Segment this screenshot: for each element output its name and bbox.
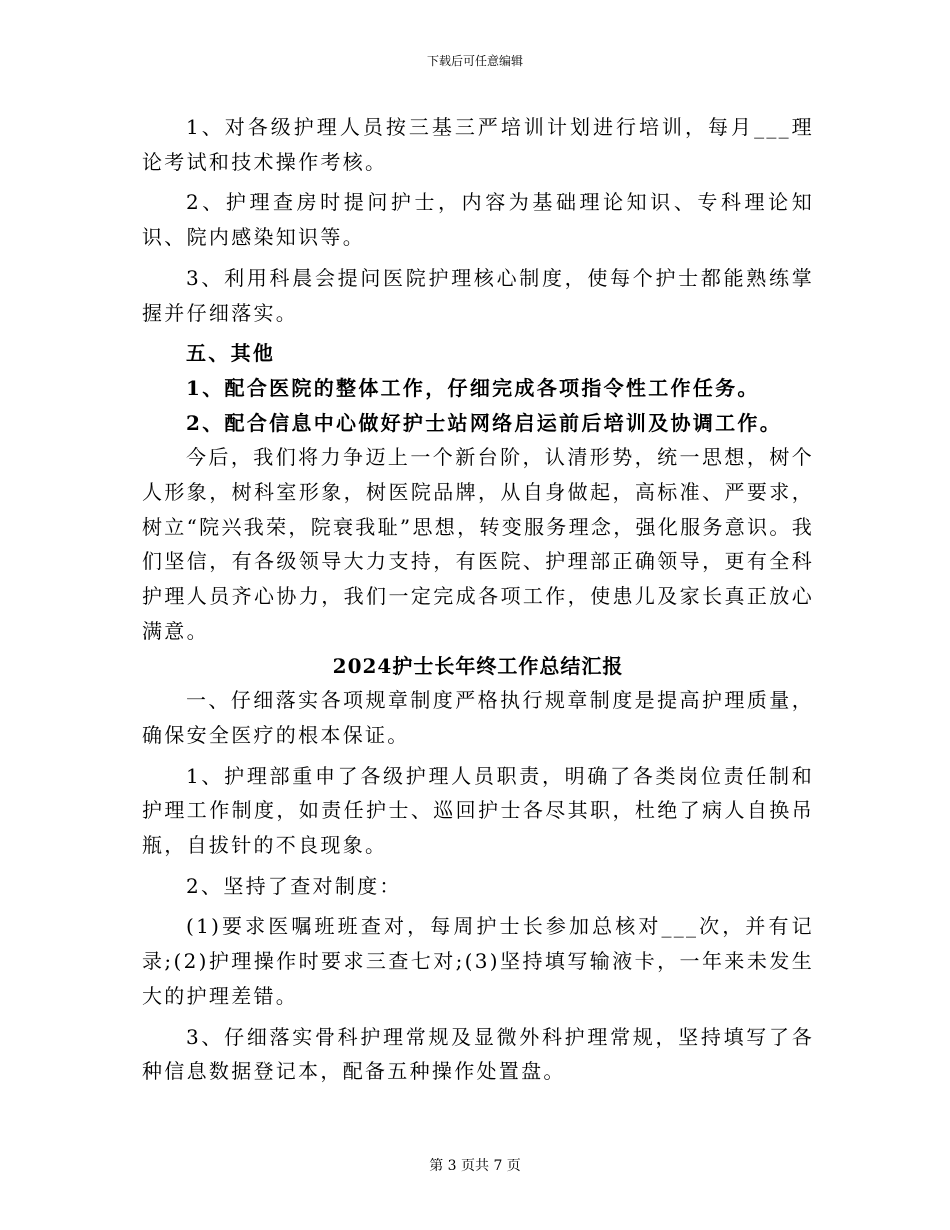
paragraph-cooperate-info-center: 2、配合信息中心做好护士站网络启运前后培训及协调工作。 <box>186 410 783 435</box>
paragraph-checking-details: (1)要求医嘱班班查对，每周护士长参加总核对___次，并有记录;(2)护理操作时要求三查七对;(3)坚持填写输液卡，一年来未发生大的护理差错。 <box>142 914 814 1008</box>
paragraph-regulations: 一、仔细落实各项规章制度严格执行规章制度是提高护理质量，确保安全医疗的根本保证。 <box>142 688 814 747</box>
paragraph-responsibilities: 1、护理部重申了各级护理人员职责，明确了各类岗位责任制和护理工作制度，如责任护士、巡回护士各尽其职，杜绝了病人自换吊瓶，自拔针的不良现象。 <box>142 763 814 858</box>
page-header: 下载后可任意编辑 <box>426 54 523 68</box>
section-heading-other: 五、其他 <box>186 341 276 366</box>
paragraph-ward-rounds: 2、护理查房时提问护士，内容为基础理论知识、专科理论知识、院内感染知识等。 <box>142 190 814 250</box>
document-body <box>142 110 814 1089</box>
paragraph-cooperate-hospital: 1、配合医院的整体工作，仔细完成各项指令性工作任务。 <box>186 375 760 400</box>
paragraph-training: 1、对各级护理人员按三基三严培训计划进行培训，每月___理论考试和技术操作考核。 <box>142 115 814 174</box>
page-footer: 第 3 页共 7 页 <box>429 1158 521 1174</box>
paragraph-outlook: 今后，我们将力争迈上一个新台阶，认清形势，统一思想，树个人形象，树科室形象，树医院品牌，从自身做起，高标准、严要求，树立“院兴我荣，院衰我耻”思想，转变服务理念，强化服务意识。我们坚信，有各级领导大力支持，有医院、护理部正确领导，更有全科护理人员齐心协力，我们一定完成各项工作，使患儿及家长真正放心满意。 <box>142 445 814 643</box>
paragraph-morning-meeting: 3、利用科晨会提问医院护理核心制度，使每个护士都能熟练掌握并仔细落实。 <box>142 265 814 325</box>
paragraph-checking-system: 2、坚持了查对制度： <box>186 873 402 898</box>
paragraph-nursing-routine: 3、仔细落实骨科护理常规及显微外科护理常规，坚持填写了各种信息数据登记本，配备五种操作处置盘。 <box>142 1024 814 1084</box>
document-title: 2024护士长年终工作总结汇报 <box>332 653 624 678</box>
